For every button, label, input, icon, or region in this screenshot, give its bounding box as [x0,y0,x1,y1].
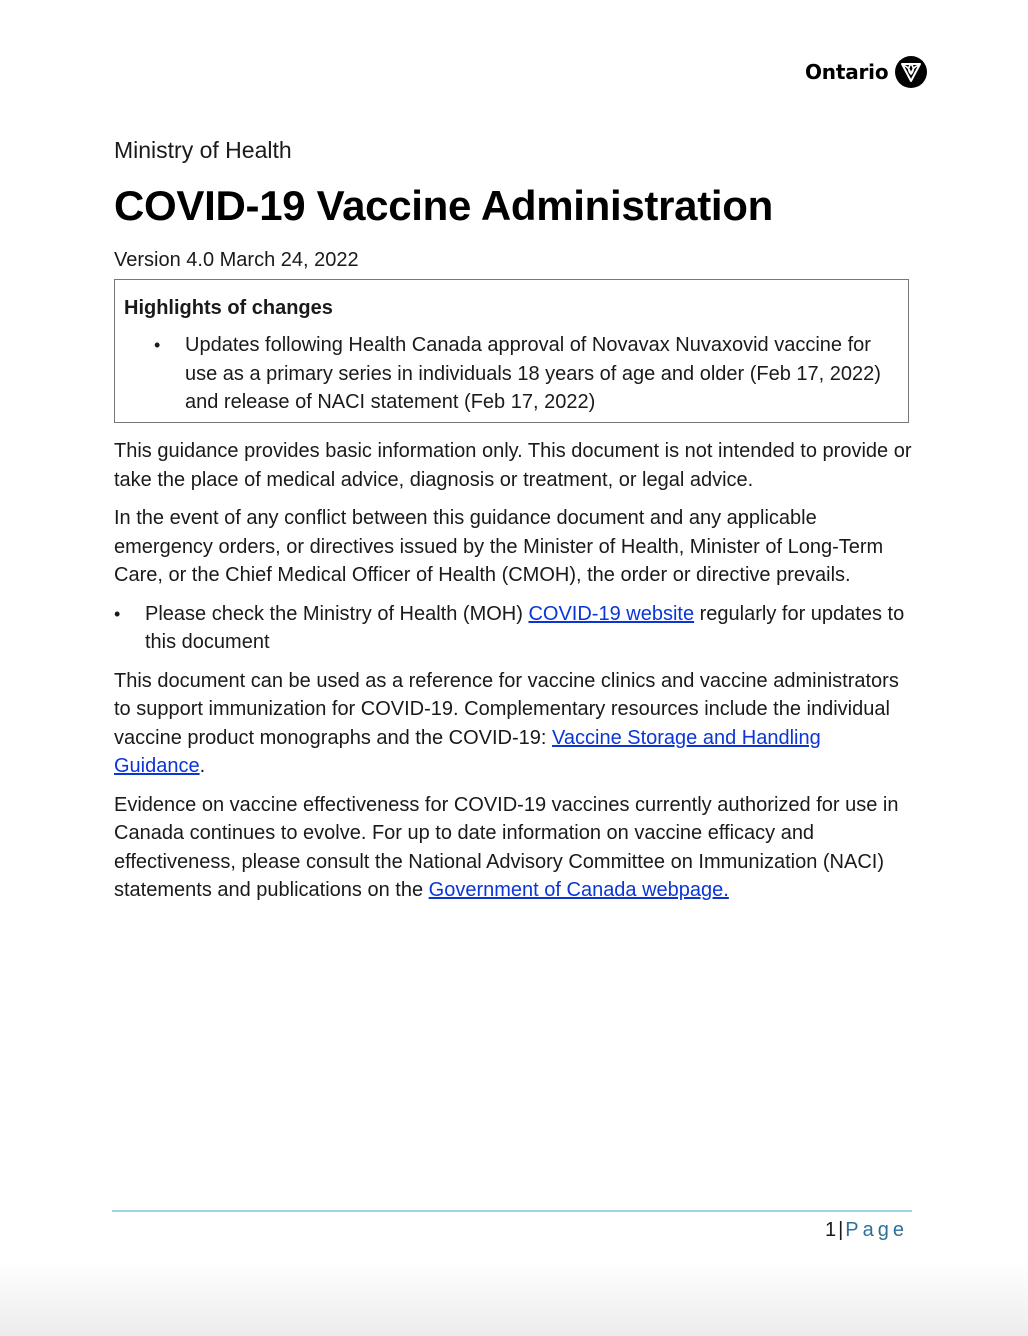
evidence-text: Evidence on vaccine effectiveness for COVID-19 vaccines currently authorized for use in Canada continues to evolve. For up to date information on vaccine efficacy and effectiveness, please consult the National Advisory Committee on Immunization (NACI) statements and publications on the [114,793,899,901]
reference-text: This document can be used as a reference for vaccine clinics and vaccine administrators to support immunization for COVID-19. Complementary resources include the individual vaccine product monographs and the COVID-19: [114,669,899,749]
evidence-paragraph [114,791,914,905]
page-separator: | [838,1219,844,1241]
version-line: Version 4.0 March 24, 2022 [114,249,359,271]
government-canada-link[interactable]: Government of Canada webpage. [428,879,729,901]
highlights-item-text: Updates following Health Canada approval of Novavax Nuvaxovid vaccine for use as a primary series in individuals 18 years of age and older (Feb 17, 2022) and release of NACI statement (Feb 17, 2022) [185,334,881,413]
disclaimer-paragraph: This guidance provides basic information only. This document is not intended to provide or take the place of medical advice, diagnosis or treatment, or legal advice. [114,440,912,491]
bullet-text-before: Please check the Ministry of Health (MOH) [145,602,529,625]
ministry-name: Ministry of Health [114,137,292,163]
highlights-box [114,279,909,423]
page-footer [825,1216,908,1244]
reference-text-end: . [199,755,206,777]
highlights-item [124,331,886,417]
list-item [114,600,914,657]
highlights-heading: Highlights of changes [124,297,333,319]
reference-paragraph [114,667,914,781]
ontario-wordmark: Ontario [805,60,889,84]
bullet-icon: • [154,335,161,355]
storage-guidance-link[interactable]: Vaccine Storage and Handling Guidance [114,726,821,777]
bullet-text-after: regularly for updates to this document [145,602,905,653]
covid-website-link[interactable]: COVID-19 website [528,602,695,625]
page-label: Page [845,1219,908,1241]
document-body [114,437,914,915]
ontario-trillium-icon [895,56,927,88]
ontario-logo [805,56,927,88]
page-number: 1 [824,1219,837,1241]
footer-divider [112,1210,912,1212]
bullet-icon: • [114,603,121,624]
conflict-paragraph: In the event of any conflict between this guidance document and any applicable emergency orders, or directives issued by the Minister of Health, Minister of Long-Term Care, or the Chief Medical Officer of Health (CMOH), the order or directive prevails. [114,507,884,586]
document-title: COVID-19 Vaccine Administration [114,182,773,229]
